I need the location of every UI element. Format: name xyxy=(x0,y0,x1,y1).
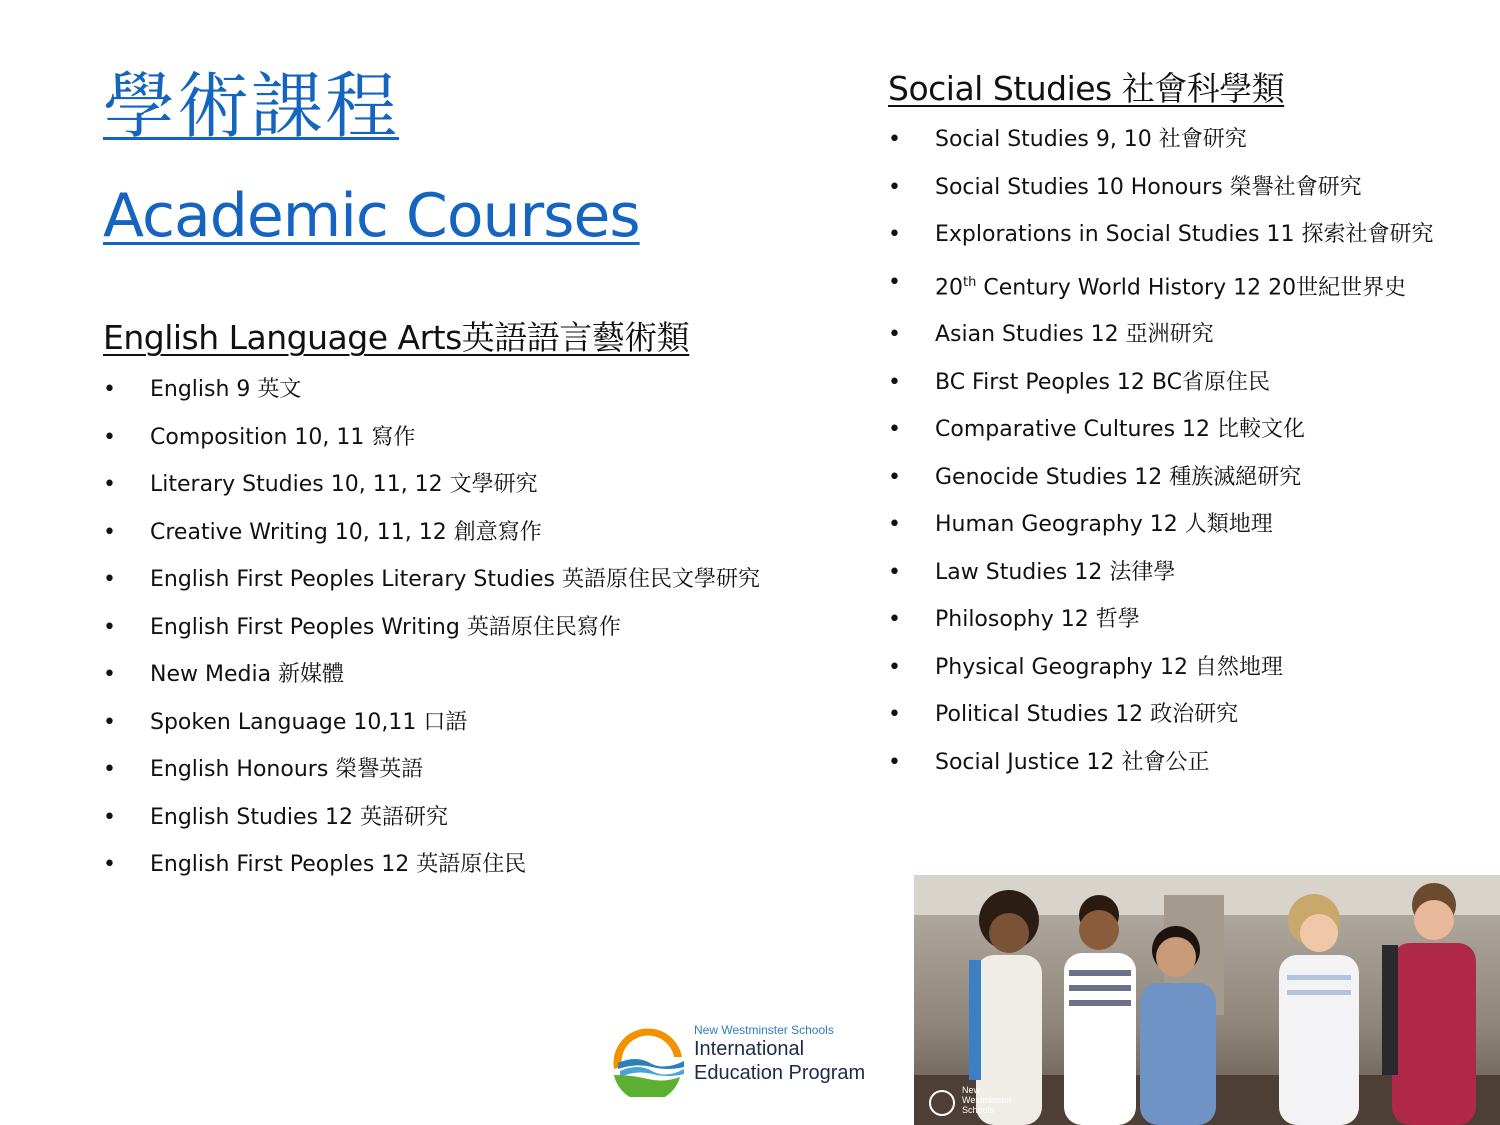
list-item: • Comparative Cultures 12 比較文化 xyxy=(888,413,1463,447)
list-item: • Composition 10, 11 寫作 xyxy=(103,421,843,455)
page-title xyxy=(103,58,640,273)
english-section-heading: English Language Arts英語語言藝術類 xyxy=(103,318,690,357)
list-item: • Literary Studies 10, 11, 12 文學研究 xyxy=(103,468,843,502)
list-item: • BC First Peoples 12 BC省原住民 xyxy=(888,366,1463,400)
list-item: • Genocide Studies 12 種族滅絕研究 xyxy=(888,461,1463,495)
list-item: • Philosophy 12 哲學 xyxy=(888,603,1463,637)
iep-logo xyxy=(608,1017,878,1099)
sun-waves-logo-icon xyxy=(608,1017,688,1097)
list-item: • English First Peoples 12 英語原住民 xyxy=(103,848,843,882)
list-item: • 20th Century World History 12 20世紀世界史 xyxy=(888,266,1463,305)
list-item: • English Honours 榮譽英語 xyxy=(103,753,843,787)
list-item: • English Studies 12 英語研究 xyxy=(103,801,843,835)
list-item: • Spoken Language 10,11 口語 xyxy=(103,706,843,740)
english-course-list xyxy=(103,373,843,896)
list-item: • Political Studies 12 政治研究 xyxy=(888,698,1463,732)
list-item: • English First Peoples Literary Studies 英語原住民文學研究 xyxy=(103,563,843,597)
students-photo xyxy=(914,875,1500,1125)
list-item: • New Media 新媒體 xyxy=(103,658,843,692)
list-item: • English 9 英文 xyxy=(103,373,843,407)
page-title-english: Academic Courses xyxy=(103,181,640,251)
logo-program-line2: Education Program xyxy=(694,1062,866,1084)
social-studies-section-heading: Social Studies 社會科學類 xyxy=(888,69,1285,108)
logo-program-line1: International xyxy=(694,1038,805,1060)
logo-text xyxy=(694,1023,884,1085)
list-item: • English First Peoples Writing 英語原住民寫作 xyxy=(103,611,843,645)
photo-watermark: New Westminster Schools xyxy=(962,1085,1012,1115)
list-item: • Law Studies 12 法律學 xyxy=(888,556,1463,590)
list-item: • Explorations in Social Studies 11 探索社會研究 xyxy=(888,218,1463,252)
list-item: • Social Studies 10 Honours 榮譽社會研究 xyxy=(888,171,1463,205)
list-item: • Asian Studies 12 亞洲研究 xyxy=(888,318,1463,352)
list-item: • Social Justice 12 社會公正 xyxy=(888,746,1463,780)
list-item: • Creative Writing 10, 11, 12 創意寫作 xyxy=(103,516,843,550)
social-studies-course-list xyxy=(888,123,1463,793)
list-item: • Social Studies 9, 10 社會研究 xyxy=(888,123,1463,157)
logo-district-name: New Westminster Schools xyxy=(694,1023,834,1037)
page-title-chinese: 學術課程 xyxy=(103,64,400,148)
list-item: • Physical Geography 12 自然地理 xyxy=(888,651,1463,685)
list-item: • Human Geography 12 人類地理 xyxy=(888,508,1463,542)
